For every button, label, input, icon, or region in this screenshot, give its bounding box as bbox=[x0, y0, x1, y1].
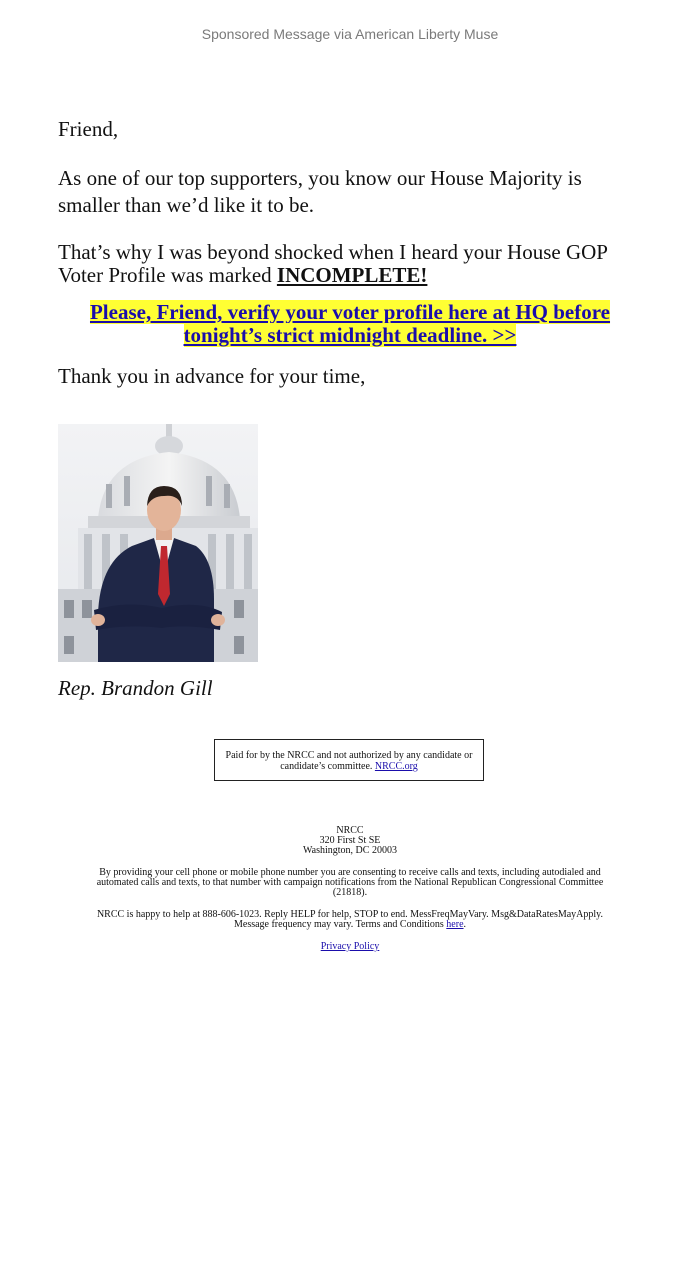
footer bbox=[90, 826, 610, 952]
thanks-line: Thank you in advance for your time, bbox=[58, 364, 366, 388]
footer-consent: By providing your cell phone or mobile phone number you are consenting to receive calls and texts, including autodialed and automated calls and texts, to that number with campaign notifications from the National Republican Congressional Committee (21818). bbox=[96, 867, 604, 898]
terms-link[interactable]: here bbox=[446, 919, 464, 930]
paragraph-profile bbox=[58, 241, 642, 287]
footer-street: 320 First St SE bbox=[319, 835, 381, 846]
privacy-policy-link[interactable]: Privacy Policy bbox=[320, 941, 380, 952]
candidate-photo bbox=[58, 424, 258, 662]
paragraph-profile-text: That’s why I was beyond shocked when I heard your House GOP Voter Profile was marked bbox=[58, 240, 608, 287]
disclaimer-text: Paid for by the NRCC and not authorized by any candidate or candidate’s committee. bbox=[225, 750, 473, 772]
verify-profile-link[interactable]: Please, Friend, verify your voter profile here at HQ before tonight’s strict midnight deadline. >> bbox=[89, 300, 611, 347]
cta-container bbox=[58, 301, 642, 347]
incomplete-emphasis: INCOMPLETE! bbox=[276, 263, 428, 287]
sponsored-notice: Sponsored Message via American Liberty Muse bbox=[201, 26, 499, 42]
greeting: Friend, bbox=[58, 117, 119, 141]
signature: Rep. Brandon Gill bbox=[58, 676, 213, 700]
footer-help-text: NRCC is happy to help at 888-606-1023. Reply HELP for help, STOP to end. MessFreqMayVary. Msg&DataRatesMayApply. Message frequency may vary. Terms and Conditions bbox=[96, 909, 604, 930]
paragraph-majority: As one of our top supporters, you know our House Majority is smaller than we’d like it to be. bbox=[58, 166, 582, 217]
footer-help: NRCC is happy to help at 888-606-1023. Reply HELP for help, STOP to end. MessFreqMayVary. Msg&DataRatesMayApply. Message frequency may vary. Terms and Conditions here. bbox=[96, 909, 604, 930]
nrcc-link[interactable]: NRCC.org bbox=[374, 761, 418, 772]
email-body bbox=[58, 116, 642, 701]
footer-org: NRCC bbox=[336, 825, 364, 836]
paid-for-disclaimer bbox=[214, 739, 484, 781]
footer-privacy bbox=[90, 942, 610, 952]
footer-city: Washington, DC 20003 bbox=[303, 845, 397, 856]
